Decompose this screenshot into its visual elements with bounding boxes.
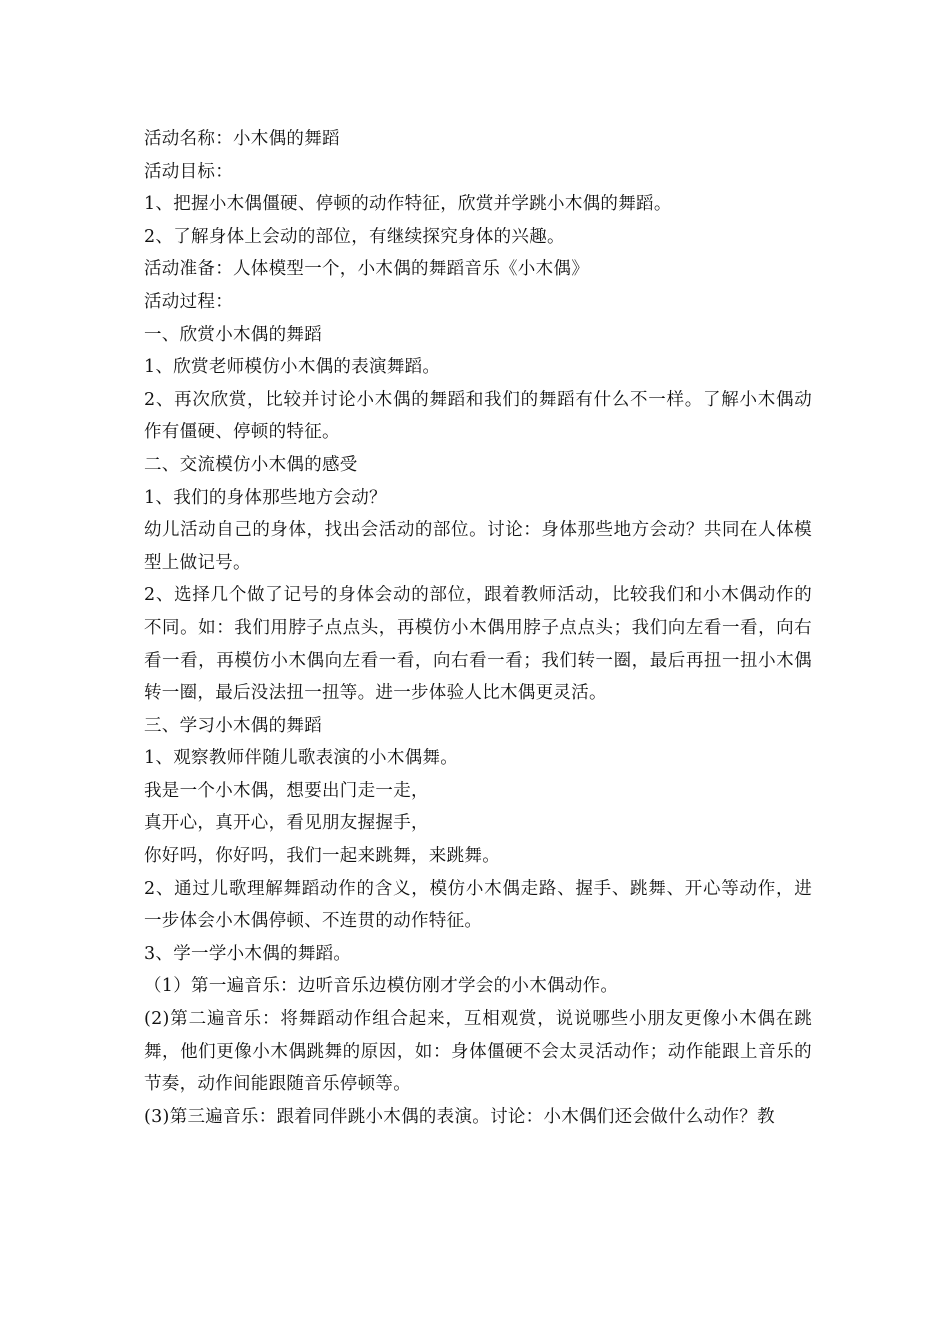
paragraph: 1、我们的身体那些地方会动？ bbox=[144, 487, 387, 508]
rhyme-line: 我是一个小木偶，想要出门走一走， bbox=[144, 780, 429, 801]
objective-item-1: 1、把握小木偶僵硬、停顿的动作特征，欣赏并学跳小木偶的舞蹈。 bbox=[144, 194, 672, 215]
activity-name: 活动名称：小木偶的舞蹈 bbox=[144, 129, 340, 149]
preparation-line: 活动准备：人体模型一个，小木偶的舞蹈音乐《小木偶》 bbox=[144, 259, 589, 280]
objective-item-2: 2、了解身体上会动的部位，有继续探究身体的兴趣。 bbox=[144, 226, 565, 247]
paragraph: 2、通过儿歌理解舞蹈动作的含义，模仿小木偶走路、握手、跳舞、开心等动作，进一步体会小木偶停顿、不连贯的动作特征。 bbox=[144, 878, 812, 932]
step-item-3: (3)第三遍音乐：跟着同伴跳小木偶的表演。讨论：小木偶们还会做什么动作？教 bbox=[144, 1106, 775, 1127]
step-item-1: （1）第一遍音乐：边听音乐边模仿刚才学会的小木偶动作。 bbox=[144, 976, 619, 997]
paragraph: 1、观察教师伴随儿歌表演的小木偶舞。 bbox=[144, 748, 459, 769]
document-body bbox=[144, 123, 812, 1133]
rhyme-line: 真开心，真开心，看见朋友握握手， bbox=[144, 813, 429, 834]
paragraph: 3、学一学小木偶的舞蹈。 bbox=[144, 943, 352, 964]
section-heading-1: 一、欣赏小木偶的舞蹈 bbox=[144, 324, 322, 345]
paragraph: 2、再次欣赏，比较并讨论小木偶的舞蹈和我们的舞蹈有什么不一样。了解小木偶动作有僵硬、停顿的特征。 bbox=[144, 389, 812, 443]
process-heading: 活动过程： bbox=[144, 291, 233, 312]
objectives-heading: 活动目标： bbox=[144, 161, 233, 182]
paragraph: 2、选择几个做了记号的身体会动的部位，跟着教师活动，比较我们和小木偶动作的不同。如：我们用脖子点点头，再模仿小木偶用脖子点点头；我们向左看一看，向右看一看，再模仿小木偶向左看一看，向右看一看；我们转一圈，最后再扭一扭小木偶转一圈，最后没法扭一扭等。进一步体验人比木偶更灵活。 bbox=[144, 585, 812, 704]
step-item-2: (2)第二遍音乐：将舞蹈动作组合起来，互相观赏，说说哪些小朋友更像小木偶在跳舞，他们更像小木偶跳舞的原因，如：身体僵硬不会太灵活动作；动作能跟上音乐的节奏，动作间能跟随音乐停顿等。 bbox=[144, 1009, 812, 1095]
section-heading-3: 三、学习小木偶的舞蹈 bbox=[144, 715, 322, 736]
paragraph: 1、欣赏老师模仿小木偶的表演舞蹈。 bbox=[144, 357, 441, 378]
paragraph: 幼儿活动自己的身体，找出会活动的部位。讨论：身体那些地方会动？共同在人体模型上做记号。 bbox=[144, 520, 812, 573]
rhyme-line: 你好吗，你好吗，我们一起来跳舞，来跳舞。 bbox=[144, 846, 500, 867]
section-heading-2: 二、交流模仿小木偶的感受 bbox=[144, 454, 358, 475]
